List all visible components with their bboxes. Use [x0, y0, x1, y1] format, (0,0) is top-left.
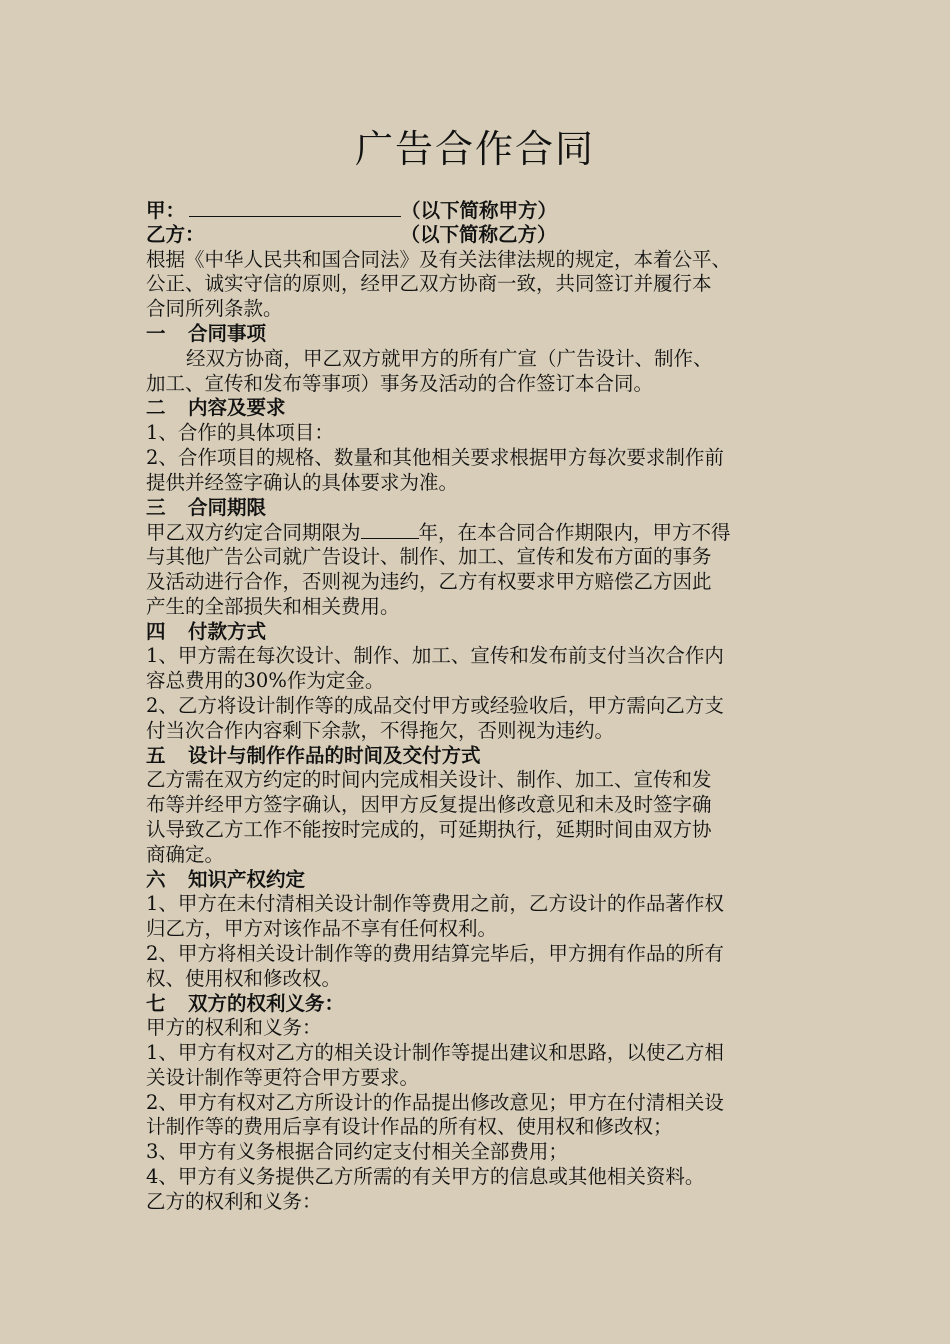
- section-heading-2: [146, 396, 812, 421]
- section-5-line: 乙方需在双方约定的时间内完成相关设计、制作、加工、宣传和发: [146, 768, 712, 792]
- section-title: 知识产权约定: [188, 867, 306, 891]
- section-heading-1: [146, 322, 812, 347]
- section-6-line: 归乙方，甲方对该作品不享有任何权利。: [146, 917, 498, 941]
- section-number: 四: [146, 619, 166, 643]
- party-a-label: 甲：: [146, 199, 186, 222]
- section-heading-6: [146, 868, 812, 893]
- section-number: 七: [146, 991, 166, 1015]
- section-3-line: 产生的全部损失和相关费用。: [146, 594, 400, 618]
- party-b-line: [146, 223, 812, 248]
- section-heading-4: [146, 620, 812, 645]
- section-3-line: 及活动进行合作，否则视为违约，乙方有权要求甲方赔偿乙方因此: [146, 569, 712, 593]
- section-3-first-line: [146, 520, 812, 545]
- section-title: 合同期限: [188, 495, 267, 519]
- term-years-blank: [361, 520, 419, 539]
- section-7-line: 计制作等的费用后享有设计作品的所有权、使用权和修改权；: [146, 1115, 673, 1139]
- section-2-line: 1、合作的具体项目：: [146, 421, 334, 445]
- section-title: 内容及要求: [188, 396, 286, 420]
- section-4-line: 容总费用的30%作为定金。: [146, 669, 385, 693]
- term-text-before: 甲乙双方约定合同期限为: [146, 521, 361, 545]
- section-2-line: 2、合作项目的规格、数量和其他相关要求根据甲方每次要求制作前: [146, 445, 724, 469]
- section-3-line: 与其他广告公司就广告设计、制作、加工、宣传和发布方面的事务: [146, 545, 712, 569]
- section-7-line: 4、甲方有义务提供乙方所需的有关甲方的信息或其他相关资料。: [146, 1165, 705, 1189]
- term-text-after: 年，在本合同合作期限内，甲方不得: [418, 521, 731, 545]
- section-7-line: 关设计制作等更符合甲方要求。: [146, 1065, 420, 1089]
- section-7-line: 3、甲方有义务根据合同约定支付相关全部费用；: [146, 1140, 568, 1164]
- section-6-line: 2、甲方将相关设计制作等的费用结算完毕后，甲方拥有作品的所有: [146, 941, 724, 965]
- section-4-line: 1、甲方需在每次设计、制作、加工、宣传和发布前支付当次合作内: [146, 644, 724, 668]
- section-7-line: 乙方的权利和义务：: [146, 1189, 322, 1213]
- party-a-name-blank: [189, 198, 401, 217]
- document-title: 广告合作合同: [354, 127, 595, 171]
- section-5-line: 商确定。: [146, 842, 225, 866]
- section-heading-3: [146, 496, 812, 521]
- section-title: 设计与制作作品的时间及交付方式: [188, 743, 481, 767]
- section-number: 三: [146, 495, 166, 519]
- section-title: 双方的权利义务：: [188, 991, 345, 1015]
- section-5-line: 认导致乙方工作不能按时完成的，可延期执行，延期时间由双方协: [146, 817, 712, 841]
- section-4-line: 付当次合作内容剩下余款，不得拖欠，否则视为违约。: [146, 718, 615, 742]
- section-number: 二: [146, 396, 166, 420]
- section-6-line: 1、甲方在未付清相关设计制作等费用之前，乙方设计的作品著作权: [146, 892, 724, 916]
- section-1-line: 经双方协商，甲乙双方就甲方的所有广宣（广告设计、制作、: [186, 346, 713, 370]
- section-6-line: 权、使用权和修改权。: [146, 966, 342, 990]
- section-7-line: 2、甲方有权对乙方所设计的作品提出修改意见；甲方在付清相关设: [146, 1090, 724, 1114]
- document-body: [146, 198, 812, 1215]
- section-7-line: 甲方的权利和义务：: [146, 1016, 322, 1040]
- intro-line: 合同所列条款。: [146, 297, 283, 321]
- party-b-label: 乙方：: [146, 222, 205, 246]
- section-4-line: 2、乙方将设计制作等的成品交付甲方或经验收后，甲方需向乙方支: [146, 693, 724, 717]
- section-number: 五: [146, 743, 166, 767]
- section-1-line: 加工、宣传和发布等事项）事务及活动的合作签订本合同。: [146, 371, 654, 395]
- section-heading-7: [146, 992, 812, 1017]
- intro-line: 根据《中华人民共和国合同法》及有关法律法规的规定，本着公平、: [146, 247, 732, 271]
- section-number: 六: [146, 867, 166, 891]
- section-title: 合同事项: [188, 321, 267, 345]
- section-2-line: 提供并经签字确认的具体要求为准。: [146, 470, 459, 494]
- party-a-line: [146, 198, 812, 223]
- section-heading-5: [146, 744, 812, 769]
- section-number: 一: [146, 321, 166, 345]
- section-title: 付款方式: [188, 619, 267, 643]
- party-a-suffix: （以下简称甲方）: [401, 199, 558, 222]
- party-b-suffix: （以下简称乙方）: [400, 222, 557, 246]
- intro-line: 公正、诚实守信的原则，经甲乙双方协商一致，共同签订并履行本: [146, 272, 712, 296]
- section-5-line: 布等并经甲方签字确认，因甲方反复提出修改意见和未及时签字确: [146, 793, 712, 817]
- section-7-line: 1、甲方有权对乙方的相关设计制作等提出建议和思路，以使乙方相: [146, 1041, 724, 1065]
